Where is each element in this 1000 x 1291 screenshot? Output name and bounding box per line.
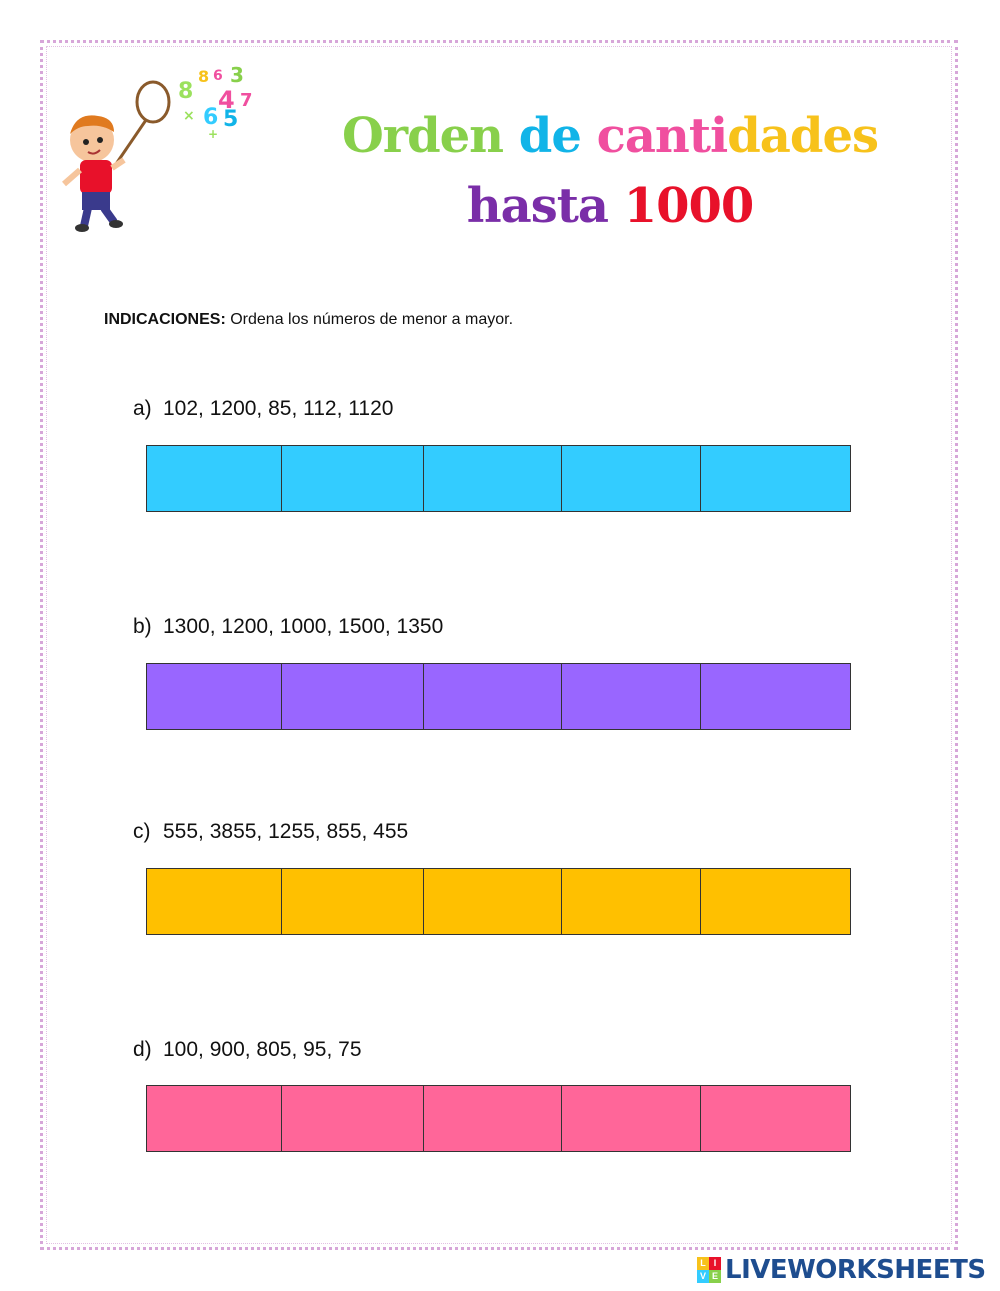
instructions-label: INDICACIONES: [104,311,226,328]
answer-box[interactable] [282,1086,424,1151]
title-word-dades: dades [727,108,879,164]
answer-box[interactable] [147,869,282,934]
logo-letter-i: I [709,1257,721,1270]
exercise-a-label [133,397,393,421]
svg-text:×: × [183,108,195,124]
title-word-de: de [518,108,597,164]
answer-box[interactable] [147,1086,282,1151]
liveworksheets-logo-text: LIVEWORKSHEETS [725,1255,986,1285]
svg-text:8: 8 [198,67,210,86]
answer-box[interactable] [562,869,701,934]
answer-box[interactable] [424,869,562,934]
title-line-2 [250,178,970,234]
title-line-1 [250,108,970,164]
exercise-letter: c) [133,820,151,843]
exercise-d-label [133,1038,362,1062]
title-word-orden: Orden [341,108,519,164]
answer-row-b [146,663,851,730]
exercise-numbers: 102, 1200, 85, 112, 1120 [163,397,394,420]
answer-box[interactable] [282,446,424,511]
svg-text:6: 6 [203,105,219,130]
exercise-numbers: 1300, 1200, 1000, 1500, 1350 [163,615,444,638]
svg-text:4: 4 [218,86,235,114]
liveworksheets-logo[interactable] [697,1255,986,1285]
answer-box[interactable] [147,664,282,729]
title-word-canti: canti [596,108,728,164]
answer-box[interactable] [562,446,701,511]
svg-text:6: 6 [213,68,223,84]
instructions-text: Ordena los números de menor a mayor. [225,311,514,328]
logo-letter-l: L [697,1257,709,1270]
logo-letter-v: V [697,1270,709,1283]
title-number-1000: 1000 [623,178,754,234]
answer-box[interactable] [701,1086,850,1151]
instructions [104,311,513,329]
exercise-letter: a) [133,397,152,420]
answer-box[interactable] [562,664,701,729]
exercise-b-label [133,615,443,639]
logo-letter-e: E [709,1270,721,1283]
svg-text:8: 8 [178,79,194,104]
exercise-numbers: 100, 900, 805, 95, 75 [163,1038,362,1061]
svg-text:3: 3 [230,63,244,87]
answer-box[interactable] [282,664,424,729]
answer-box[interactable] [147,446,282,511]
answer-box[interactable] [424,1086,562,1151]
exercise-numbers: 555, 3855, 1255, 855, 455 [163,820,409,843]
answer-box[interactable] [701,446,850,511]
answer-box[interactable] [424,446,562,511]
exercise-letter: b) [133,615,152,638]
answer-box[interactable] [562,1086,701,1151]
answer-row-a [146,445,851,512]
liveworksheets-logo-icon [697,1257,721,1283]
boy-catching-numbers-illustration [58,60,268,240]
exercise-c-label [133,820,408,844]
answer-box[interactable] [282,869,424,934]
title-word-hasta: hasta [466,178,624,234]
answer-row-c [146,868,851,935]
answer-box[interactable] [424,664,562,729]
exercise-letter: d) [133,1038,152,1061]
svg-text:7: 7 [240,90,253,111]
answer-box[interactable] [701,869,850,934]
svg-text:5: 5 [223,107,239,132]
svg-text:+: + [208,127,219,141]
answer-row-d [146,1085,851,1152]
answer-box[interactable] [701,664,850,729]
